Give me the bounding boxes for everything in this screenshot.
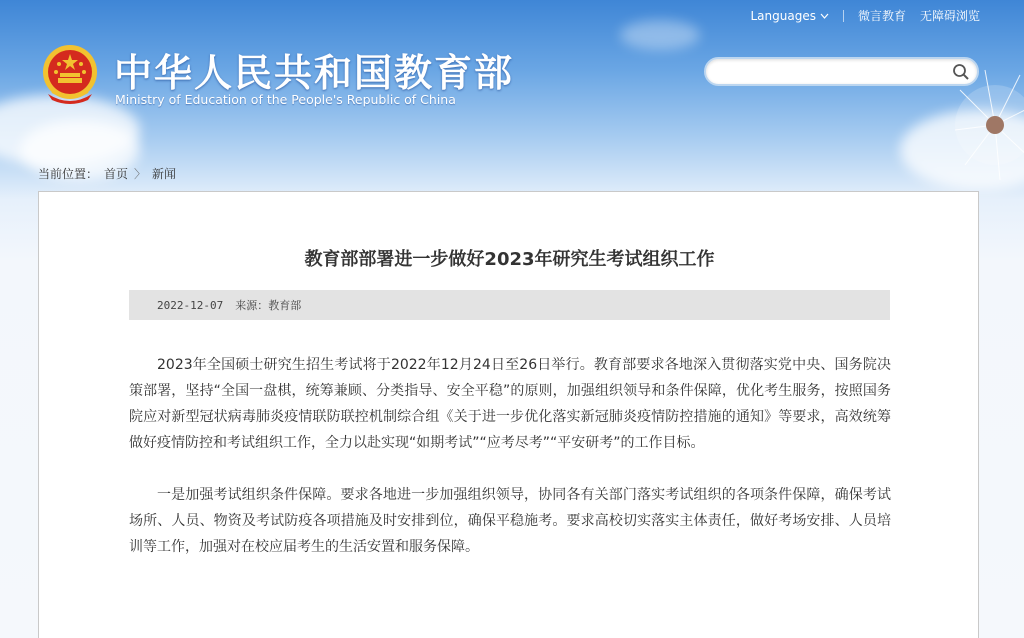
- breadcrumb-separator-icon: 〉: [134, 167, 147, 181]
- article-panel: [38, 191, 979, 638]
- search-input[interactable]: [718, 59, 953, 84]
- languages-dropdown[interactable]: [750, 9, 828, 23]
- top-links: [750, 7, 980, 24]
- article-meta-bar: [129, 290, 890, 320]
- article-body: [129, 352, 891, 586]
- languages-label: Languages: [750, 8, 816, 23]
- breadcrumb-prefix: 当前位置：: [38, 167, 99, 181]
- breadcrumb-home-link[interactable]: 首页: [104, 167, 129, 181]
- weiyan-education-link[interactable]: 微言教育: [857, 9, 906, 23]
- chevron-down-icon: [820, 13, 829, 19]
- article-paragraph: 一是加强考试组织条件保障。要求各地进一步加强组织领导，协同各有关部门落实考试组织的各项条件保障，确保考试场所、人员、物资及考试防疫各项措施及时安排到位，确保平稳施考。要求高校切实落实主体责任，做好考场安排、人员培训等工作，加强对在校应届考生的生活安置和服务保障。: [129, 487, 891, 555]
- breadcrumb: [38, 165, 176, 182]
- search-box: [704, 57, 979, 86]
- search-icon[interactable]: [951, 62, 971, 82]
- accessibility-link[interactable]: 无障碍浏览: [919, 9, 980, 23]
- article-source: 来源：教育部: [235, 299, 302, 312]
- site-title[interactable]: 中华人民共和国教育部: [114, 51, 515, 95]
- national-emblem-icon[interactable]: [38, 42, 102, 108]
- site-subtitle: Ministry of Education of the People's Republic of China: [115, 92, 456, 107]
- divider: [843, 10, 844, 22]
- breadcrumb-news-link[interactable]: 新闻: [152, 167, 177, 181]
- article-date: 2022-12-07: [157, 298, 224, 312]
- article-paragraph: 2023年全国硕士研究生招生考试将于2022年12月24日至26日举行。教育部要求各地深入贯彻落实党中央、国务院决策部署，坚持“全国一盘棋，统筹兼顾、分类指导、安全平稳”的原则，加强组织领导和条件保障，优化考生服务，按照国务院应对新型冠状病毒肺炎疫情联防联控机制综合组《关于进一步优化落实新冠肺炎疫情防控措施的通知》等要求，高效统筹做好疫情防控和考试组织工作，全力以赴实现“如期考试”“应考尽考”“平安研考”的工作目标。: [129, 357, 891, 451]
- article-title: 教育部部署进一步做好2023年研究生考试组织工作: [304, 249, 715, 270]
- cloud-decoration: [620, 20, 700, 50]
